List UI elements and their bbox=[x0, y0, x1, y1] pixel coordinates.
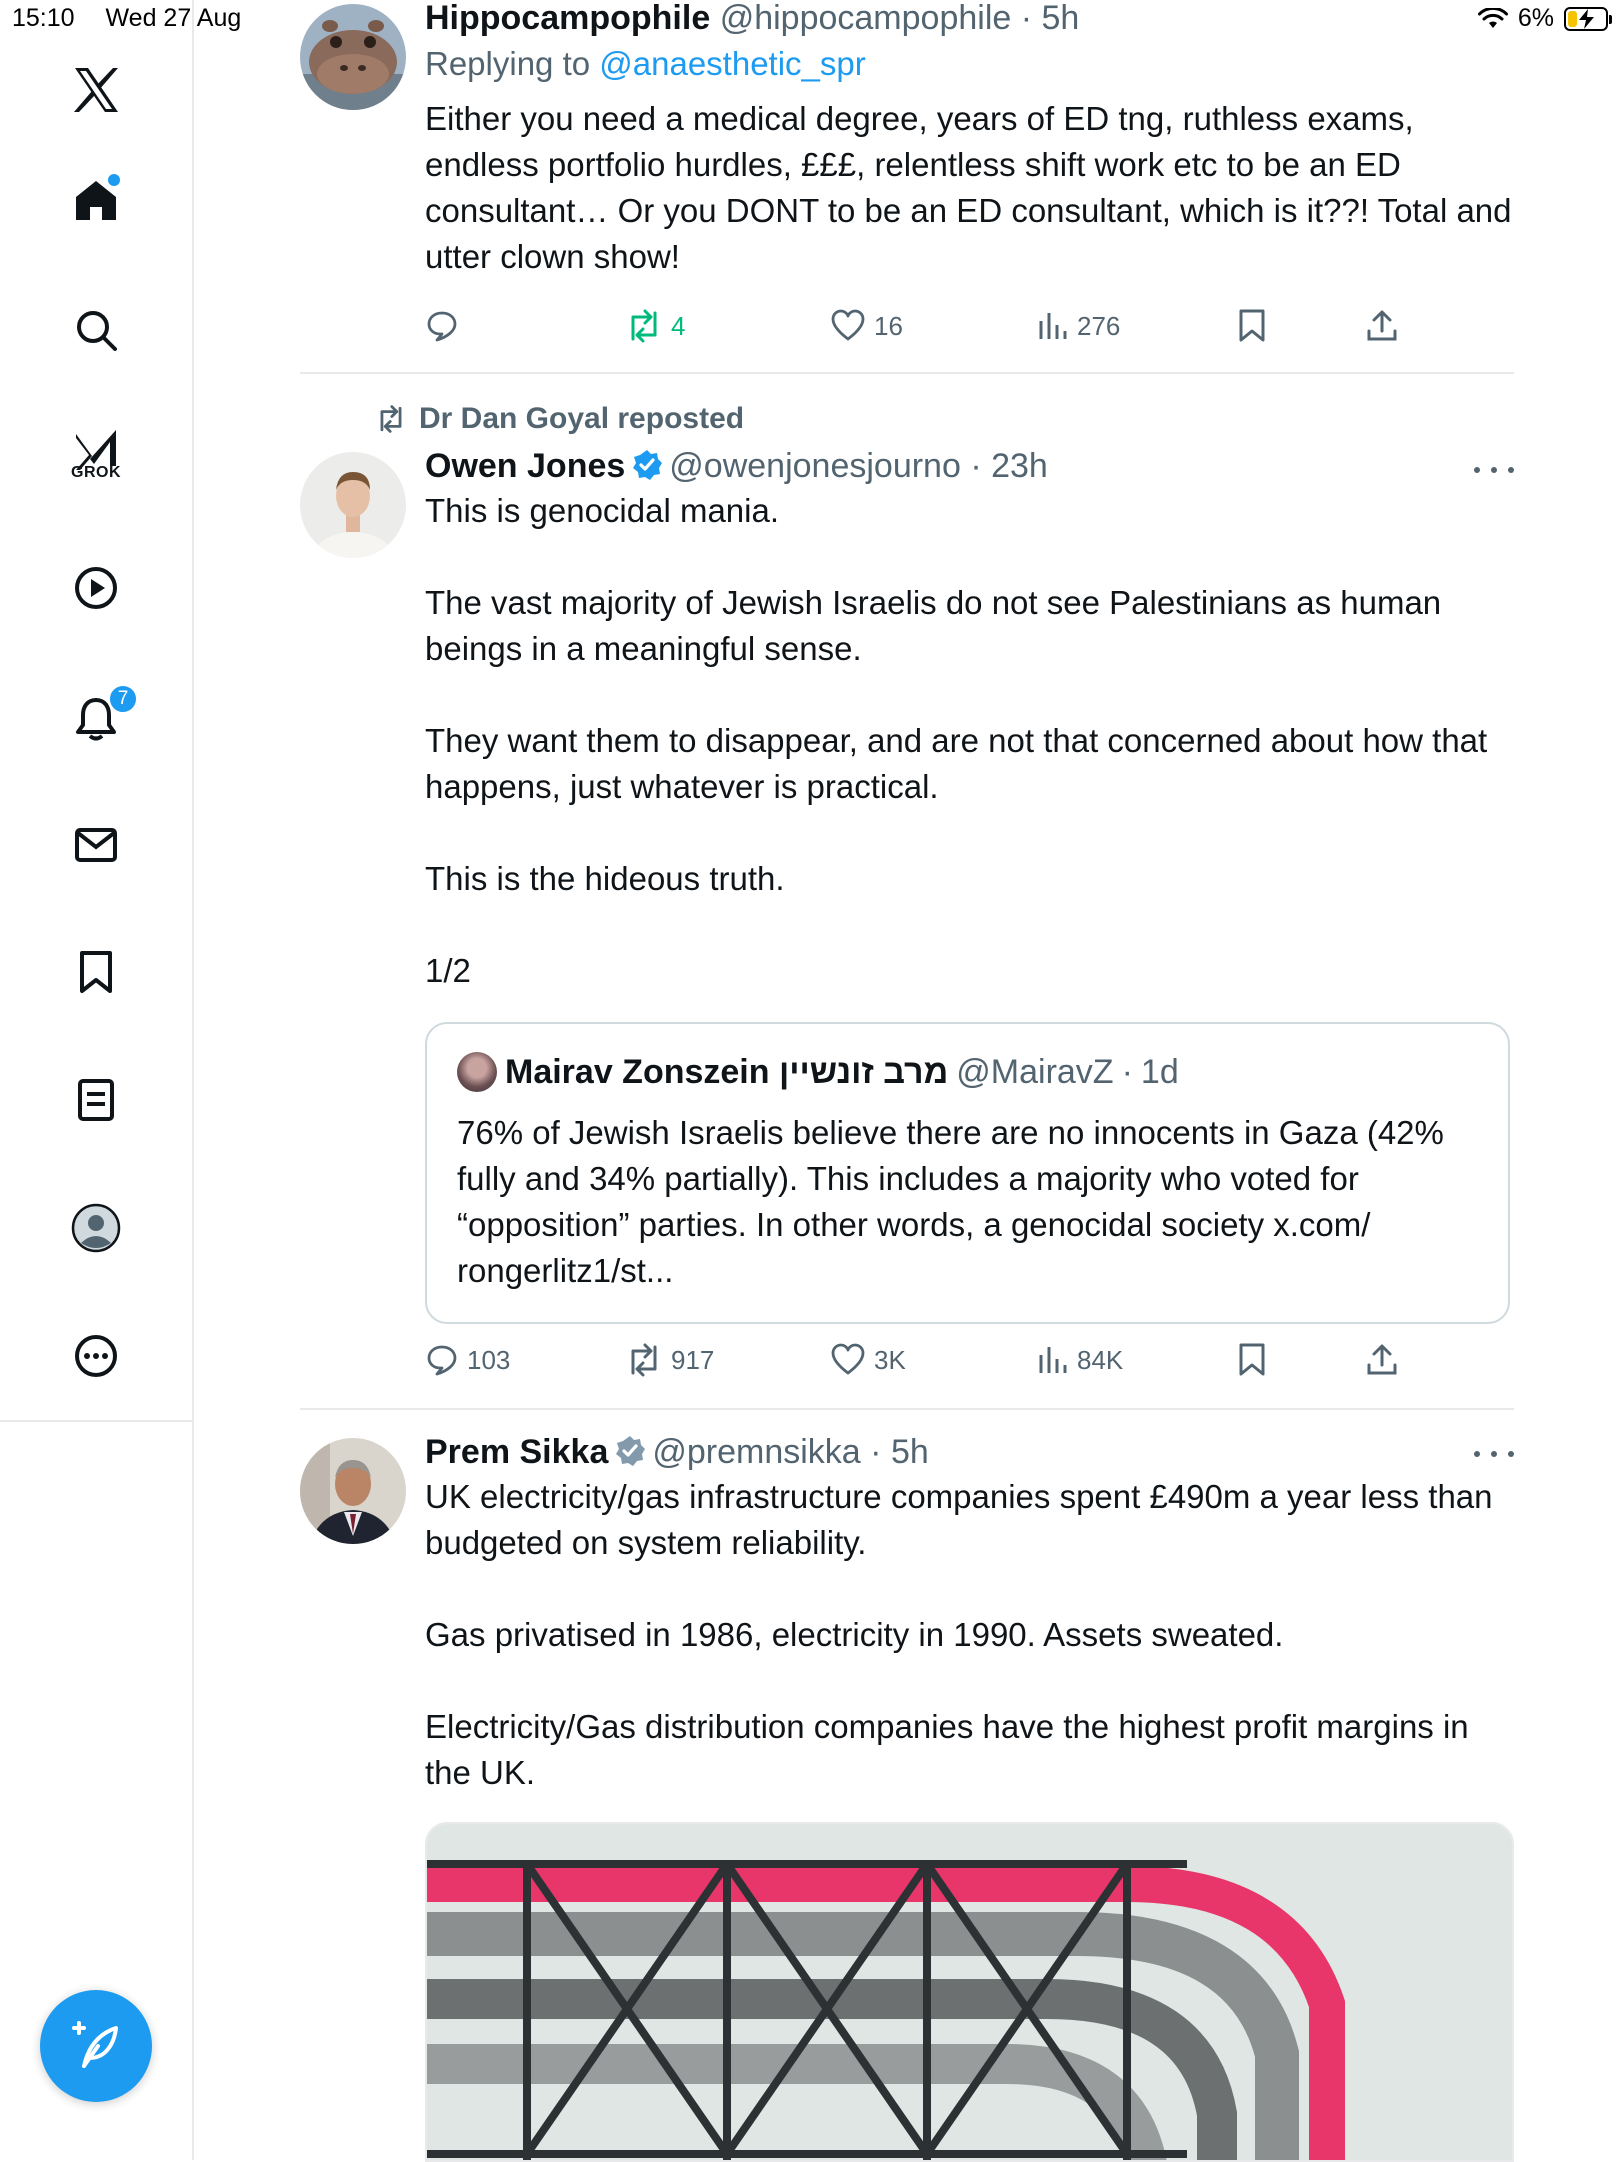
like-button[interactable] bbox=[830, 306, 903, 346]
home-icon[interactable] bbox=[66, 170, 126, 230]
bookmark-icon bbox=[1237, 1343, 1267, 1377]
home-unread-dot bbox=[108, 174, 120, 186]
author-name[interactable]: Hippocampophile bbox=[425, 0, 711, 37]
status-time: 15:10 bbox=[12, 4, 75, 32]
heart-icon bbox=[830, 1343, 866, 1377]
more-options-button[interactable] bbox=[1474, 1444, 1514, 1464]
x-logo-icon[interactable] bbox=[66, 60, 126, 120]
tweet-divider bbox=[300, 1408, 1514, 1410]
separator-dot: · bbox=[860, 1433, 891, 1471]
views-button[interactable] bbox=[1037, 1340, 1123, 1380]
compose-post-button[interactable] bbox=[40, 1990, 152, 2102]
bookmark-button[interactable] bbox=[1237, 1340, 1267, 1380]
repost-button[interactable] bbox=[625, 1340, 714, 1380]
repost-count: 4 bbox=[671, 310, 686, 341]
grok-icon[interactable] bbox=[66, 420, 126, 480]
replying-to-link[interactable]: @anaesthetic_spr bbox=[599, 45, 866, 82]
tweet-paragraph: Electricity/Gas distribution companies have the highest profit margins in the UK. bbox=[425, 1708, 1469, 1791]
heart-icon bbox=[830, 309, 866, 343]
repost-icon bbox=[625, 309, 663, 343]
more-options-button[interactable] bbox=[1474, 460, 1514, 480]
quoted-tweet-text: 76% of Jewish Israelis believe there are no innocents in Gaza (42% fully and 34% partially). This includes a majority who voted for “opposition” parties. In other words, a genocidal society x.com/ rongerlitz1/st... bbox=[457, 1114, 1444, 1289]
views-button[interactable] bbox=[1037, 306, 1120, 346]
quoted-author-handle[interactable]: @MairavZ bbox=[956, 1053, 1114, 1091]
grok-label: GROK bbox=[71, 464, 121, 481]
status-date: Wed 27 Aug bbox=[105, 4, 242, 32]
separator-dot: · bbox=[1121, 1053, 1133, 1091]
profile-icon[interactable] bbox=[66, 1198, 126, 1258]
battery-percent: 6% bbox=[1517, 4, 1554, 32]
tweet-text: Either you need a medical degree, years of ED tng, ruthless exams, endless portfolio hurdles, £££, relentless shift work etc to be an ED consultant… Or you DONT to be an ED consultant, which is it??! Total and utter clown show! bbox=[425, 100, 1512, 275]
views-count: 276 bbox=[1077, 310, 1121, 341]
tweet-paragraph: This is genocidal mania. bbox=[425, 492, 780, 529]
quoted-tweet[interactable] bbox=[425, 1022, 1510, 1324]
sidebar-nav bbox=[0, 0, 194, 2160]
views-icon bbox=[1037, 1343, 1069, 1377]
tweet-paragraph: 1/2 bbox=[425, 952, 471, 989]
sidebar-divider bbox=[0, 1420, 192, 1422]
share-icon bbox=[1365, 1343, 1399, 1377]
search-icon[interactable] bbox=[66, 300, 126, 360]
avatar[interactable] bbox=[300, 452, 406, 558]
share-icon bbox=[1365, 309, 1399, 343]
views-count: 84K bbox=[1077, 1344, 1124, 1375]
author-handle[interactable]: @premnsikka bbox=[652, 1433, 861, 1471]
quoted-avatar[interactable] bbox=[457, 1052, 497, 1092]
tweet-paragraph: UK electricity/gas infrastructure companies spent £490m a year less than budgeted on system reliability. bbox=[425, 1478, 1493, 1561]
author-name[interactable]: Prem Sikka bbox=[425, 1433, 609, 1471]
avatar[interactable] bbox=[300, 4, 406, 110]
repost-context bbox=[375, 402, 744, 436]
tweet-divider bbox=[300, 372, 1514, 374]
repost-icon bbox=[375, 405, 407, 433]
post-time[interactable]: 5h bbox=[1041, 0, 1080, 37]
battery-icon bbox=[1564, 7, 1608, 31]
reply-button[interactable] bbox=[425, 306, 459, 346]
bookmark-button[interactable] bbox=[1237, 306, 1267, 346]
post-time[interactable]: 5h bbox=[890, 1433, 929, 1471]
notifications-badge: 7 bbox=[108, 684, 138, 714]
tweet-paragraph: Gas privatised in 1986, electricity in 1990. Assets sweated. bbox=[425, 1616, 1284, 1653]
views-icon bbox=[1037, 309, 1069, 343]
tweet-actions bbox=[425, 1340, 1405, 1380]
bookmark-icon bbox=[1237, 309, 1267, 343]
tweet-text bbox=[425, 488, 1514, 994]
notifications-icon[interactable] bbox=[66, 688, 129, 748]
replying-to bbox=[425, 44, 1514, 84]
verified-badge-icon bbox=[614, 1435, 646, 1467]
avatar[interactable] bbox=[300, 1438, 406, 1544]
compose-post-icon bbox=[68, 2018, 124, 2074]
video-icon[interactable] bbox=[66, 558, 126, 618]
reply-button[interactable] bbox=[425, 1340, 510, 1380]
bookmarks-icon[interactable] bbox=[66, 942, 126, 1002]
share-button[interactable] bbox=[1365, 306, 1399, 346]
tweet-paragraph: This is the hideous truth. bbox=[425, 860, 785, 897]
post-time[interactable]: 23h bbox=[991, 447, 1048, 485]
repost-icon bbox=[625, 1343, 663, 1377]
more-icon[interactable] bbox=[66, 1326, 126, 1386]
tweet-actions bbox=[425, 306, 1405, 346]
post-image[interactable] bbox=[425, 1822, 1514, 2162]
reply-count: 103 bbox=[467, 1344, 511, 1375]
repost-count: 917 bbox=[671, 1344, 715, 1375]
tweet-text bbox=[425, 1474, 1514, 1796]
reply-icon bbox=[425, 1343, 459, 1377]
author-handle[interactable]: @hippocampophile bbox=[719, 0, 1012, 37]
share-button[interactable] bbox=[1365, 1340, 1399, 1380]
author-handle[interactable]: @owenjonesjourno bbox=[669, 447, 961, 485]
reply-icon bbox=[425, 309, 459, 343]
tweet-paragraph: They want them to disappear, and are not that concerned about how that happens, just whatever is practical. bbox=[425, 722, 1488, 805]
like-button[interactable] bbox=[830, 1340, 906, 1380]
lists-icon[interactable] bbox=[66, 1070, 126, 1130]
tweet-paragraph: The vast majority of Jewish Israelis do not see Palestinians as human beings in a meaningful sense. bbox=[425, 584, 1442, 667]
like-count: 3K bbox=[874, 1344, 906, 1375]
reposted-by-label[interactable]: Dr Dan Goyal reposted bbox=[419, 402, 745, 435]
verified-badge-icon bbox=[631, 449, 663, 481]
messages-icon[interactable] bbox=[66, 815, 126, 875]
repost-button[interactable] bbox=[625, 306, 685, 346]
like-count: 16 bbox=[874, 310, 903, 341]
quoted-author-name[interactable]: Mairav Zonszein מרב זונשיין bbox=[505, 1053, 949, 1091]
separator-dot: · bbox=[960, 447, 992, 485]
separator-dot: · bbox=[1011, 0, 1042, 37]
quoted-post-time[interactable]: 1d bbox=[1140, 1053, 1179, 1091]
replying-prefix: Replying to bbox=[425, 45, 600, 82]
author-name[interactable]: Owen Jones bbox=[425, 447, 626, 485]
